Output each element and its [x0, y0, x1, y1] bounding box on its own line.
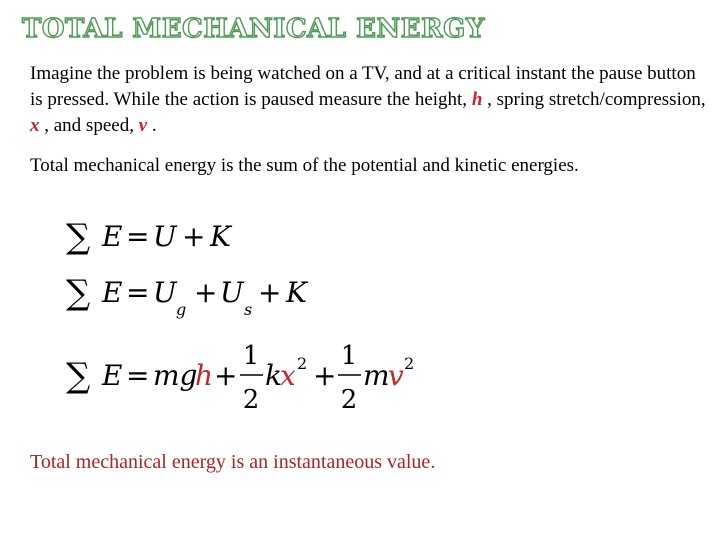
variable-x: x [30, 115, 40, 136]
eq1-kinetic: K [210, 220, 231, 253]
eq3-fraction2-denominator: 2 [340, 385, 358, 415]
eq3-fraction1-numerator: 1 [242, 341, 260, 371]
eq3-x-exponent: 2 [297, 354, 308, 373]
eq3-energy: E [102, 359, 123, 392]
eq3-mass-gravity: mg [153, 359, 198, 392]
eq2-energy: E [102, 276, 123, 309]
equation-potential-split [66, 273, 309, 319]
intro-text-2: , spring stretch/compression, [482, 89, 706, 110]
intro-text-1: Imagine the problem is being watched on a TV, and at a critical instant the pause button is pressed. While the action is paused measure the height, [30, 63, 696, 110]
eq3-v-exponent: 2 [404, 354, 415, 373]
eq3-plus-2: + [313, 359, 337, 392]
sigma-symbol: ∑ [66, 356, 91, 396]
sigma-symbol: ∑ [66, 217, 91, 257]
eq3-velocity: v [388, 359, 404, 392]
eq2-kinetic: K [286, 276, 307, 309]
eq2-gravitational-potential: U [153, 276, 177, 309]
definition-paragraph: Total mechanical energy is the sum of the potential and kinetic energies. [30, 155, 579, 176]
eq1-energy: E [102, 220, 123, 253]
eq2-equals: = [126, 276, 150, 309]
eq3-fraction1-denominator: 2 [242, 385, 260, 415]
variable-v: v [138, 115, 148, 136]
eq2-subscript-g: g [176, 300, 187, 319]
eq3-plus-1: + [214, 359, 238, 392]
intro-text-4: . [147, 115, 157, 136]
eq1-equals: = [126, 220, 150, 253]
sigma-symbol: ∑ [66, 273, 91, 313]
eq1-potential: U [153, 220, 177, 253]
eq2-spring-potential: U [220, 276, 244, 309]
eq3-mass: m [363, 359, 390, 392]
intro-text-3: , and speed, [39, 115, 139, 136]
eq1-plus: + [182, 220, 206, 253]
eq2-plus-1: + [194, 276, 218, 309]
equation-expanded [66, 341, 414, 415]
eq3-displacement: x [280, 359, 296, 392]
variable-h: h [471, 89, 483, 110]
eq2-plus-2: + [258, 276, 282, 309]
eq3-height: h [195, 359, 214, 392]
slide-title: TOTAL MECHANICAL ENERGY [22, 14, 485, 44]
eq3-spring-constant: k [265, 359, 282, 392]
eq3-fraction2-numerator: 1 [340, 341, 358, 371]
conclusion-text: Total mechanical energy is an instantaneous value. [30, 451, 436, 473]
eq2-subscript-s: s [244, 300, 253, 319]
equation-total-energy [66, 217, 233, 257]
eq3-equals: = [126, 359, 150, 392]
